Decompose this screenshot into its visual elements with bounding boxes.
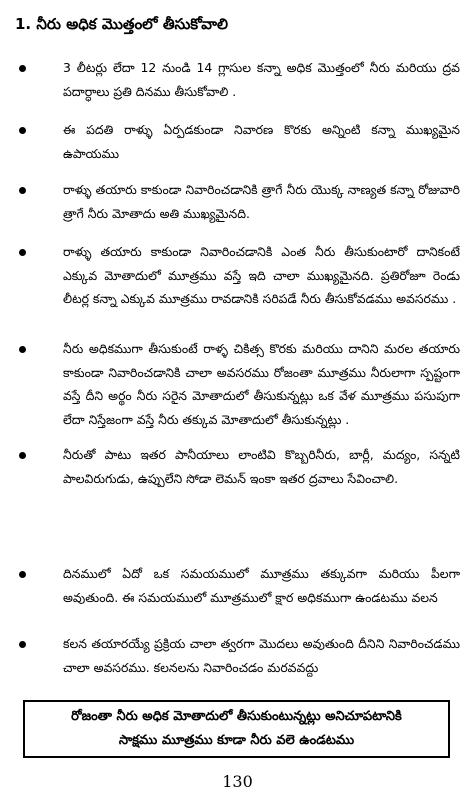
list-item-text: రాళ్ళు తయారు కాకుండా నివారించడానికి త్రాగే నీరు యొక్క నాణ్యత కన్నా రోజువారి త్రాగే నీరు మోతాదు అతి ముఖ్యమైనది.: [63, 182, 460, 221]
page-heading: 1. నీరు అధిక మొత్తంలో తీసుకోవాలి: [15, 15, 228, 33]
list-item-text: కలన తయారయ్యే ప్రక్రియ చాలా త్వరగా మొదలు అవుతుంది దీనిని నివారించడము చాలా అవసరము. కలనలను నివారించడం మరవవద్దు: [63, 636, 460, 675]
note-line-1: రోజంతా నీరు అధిక మోతాదులో తీసుకుంటున్నట్లు అనిచూపటానికి: [71, 709, 402, 724]
page-number: 130: [222, 772, 253, 791]
list-item-text: దినములో ఏదో ఒక సమయములో మూత్రము తక్కువగా మరియు పీలగా అవుతుంది. ఈ సమయములో మూత్రములో క్షార అధికముగా ఉండటము వలన: [63, 566, 460, 605]
bullet-icon: [19, 346, 26, 353]
bullet-icon: [19, 571, 26, 578]
bullet-icon: [19, 452, 26, 459]
list-item-text: ఈ పదతి రాళ్ళు ఏర్పడకుండా నివారణ కొరకు అన్నింటి కన్నా ముఖ్యమైన ఉపాయము: [63, 122, 460, 161]
bullet-icon: [19, 249, 26, 256]
list-item-text: నీరుతో పాటు ఇతర పానీయాలు లాంటివి కొబ్బరినీరు, బార్లీ, మద్యం, సన్నటి పాలవిరుగుడు, ఉప్పులేని సోడా లెమన్ ఇంకా ఇతర ద్రవాలు సేవించాలి.: [63, 447, 460, 486]
bullet-icon: [19, 127, 26, 134]
bullet-icon: [19, 641, 26, 648]
list-item-text: 3 లీటర్లు లేదా 12 నుండి 14 గ్లాసుల కన్నా అధిక మొత్తంలో నీరు మరియు ద్రవ పదార్ధాలు ప్రతి దినము తీసుకోవాలి .: [63, 60, 460, 99]
note-box: [23, 700, 450, 758]
list-item-text: నీరు అధికముగా తీసుకుంటే రాళ్ళ చికిత్స కొరకు మరియు దానిని మరల తయారు కాకుండా నివారించడానికి చాలా అవసరము రోజంతా మూత్రము నీరులాగా స్పష్టంగా వస్తే దీని అర్థం నీరు సరైన మోతాదులో తీసుకున్నట్లు ఒక వేళ మూత్రము పసుపుగా లేదా నిస్తేజంగా వస్తే నీరు తక్కువ మోతాదులో తీసుకున్నట్లు .: [63, 341, 460, 427]
bullet-icon: [19, 187, 26, 194]
note-line-2: సాక్షము మూత్రము కూడా నీరు వలె ఉండటము: [118, 733, 355, 748]
list-item-text: రాళ్ళు తయారు కాకుండా నివారించడానికి ఎంత నీరు తీసుకుంటారో దానికంటే ఎక్కువ మోతాదులో మూత్రము వస్తే ఇది చాలా ముఖ్యమైనది. ప్రతిరోజూ రెండు లీటర్ల కన్నా ఎక్కువ మూత్రము రావడానికి సరిపడే నీరు తీసుకోవడము అవసరము .: [63, 244, 460, 306]
bullet-icon: [19, 65, 26, 72]
